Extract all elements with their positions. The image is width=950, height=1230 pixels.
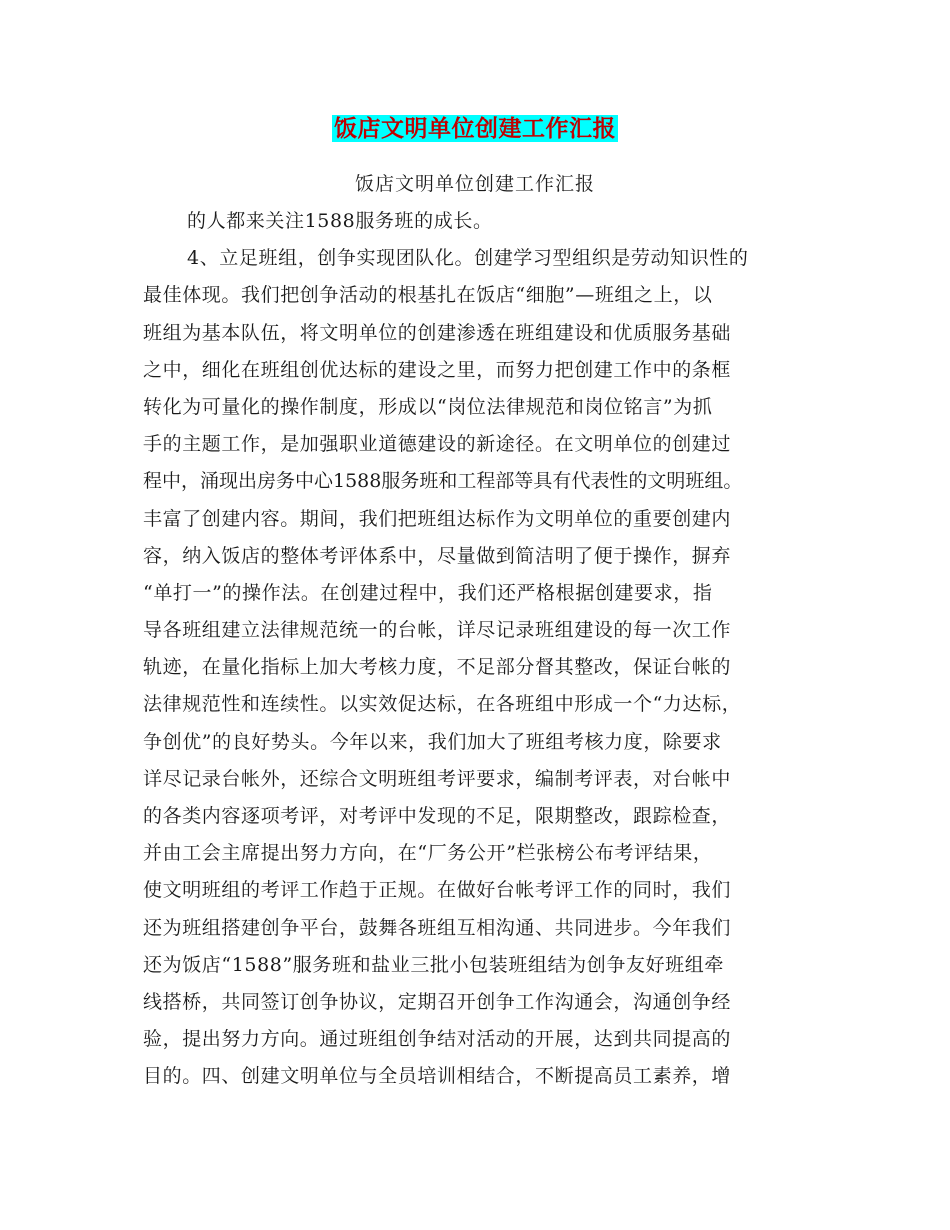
body-line: 的各类内容逐项考评，对考评中发现的不足，限期整改，跟踪检查， xyxy=(143,805,732,827)
body-line: 最佳体现。我们把创争活动的根基扎在饭店“细胞”—班组之上，以 xyxy=(143,284,713,307)
body-line: 丰富了创建内容。期间，我们把班组达标作为文明单位的重要创建内 xyxy=(143,507,732,530)
body-line: 还为饭店“1588”服务班和盐业三批小包装班组结为创争友好班组牵 xyxy=(143,953,724,976)
body-line: 容，纳入饭店的整体考评体系中，尽量做到简洁明了便于操作，摒弃 xyxy=(143,544,732,567)
body-line: 4、立足班组，创争实现团队化。创建学习型组织是劳动知识性的 xyxy=(187,247,749,270)
body-line: 验，提出努力方向。通过班组创争结对活动的开展，达到共同提高的 xyxy=(143,1028,732,1051)
body-line: 转化为可量化的操作制度，形成以“岗位法律规范和岗位铭言”为抓 xyxy=(143,395,713,418)
body-line: 的人都来关注1588服务班的成长。 xyxy=(187,210,493,232)
body-line: 并由工会主席提出努力方向，在“厂务公开”栏张榜公布考评结果， xyxy=(143,842,713,865)
body-line: 目的。四、创建文明单位与全员培训相结合，不断提高员工素养，增 xyxy=(143,1065,732,1088)
body-line: 争创优”的良好势头。今年以来，我们加大了班组考核力度，除要求 xyxy=(143,730,722,753)
body-line: 手的主题工作，是加强职业道德建设的新途径。在文明单位的创建过 xyxy=(143,433,732,456)
body-line: “单打一”的操作法。在创建过程中，我们还严格根据创建要求，指 xyxy=(143,581,713,604)
body-line: 详尽记录台帐外，还综合文明班组考评要求，编制考评表，对台帐中 xyxy=(143,767,732,790)
document-title-text: 饭店文明单位创建工作汇报 xyxy=(334,115,616,142)
document-title xyxy=(0,113,950,145)
body-line: 线搭桥，共同签订创争协议，定期召开创争工作沟通会，沟通创争经 xyxy=(143,990,732,1013)
body-line: 还为班组搭建创争平台，鼓舞各班组互相沟通、共同进步。今年我们 xyxy=(143,916,732,939)
body-line: 法律规范性和连续性。以实效促达标，在各班组中形成一个“力达标， xyxy=(143,693,742,716)
body-line: 程中，涌现出房务中心1588服务班和工程部等具有代表性的文明班组。 xyxy=(143,470,743,493)
body-line: 班组为基本队伍，将文明单位的创建渗透在班组建设和优质服务基础 xyxy=(143,321,732,344)
body-line: 导各班组建立法律规范统一的台帐，详尽记录班组建设的每一次工作 xyxy=(143,619,732,642)
body-line: 轨迹，在量化指标上加大考核力度，不足部分督其整改，保证台帐的 xyxy=(143,656,732,679)
body-line: 使文明班组的考评工作趋于正规。在做好台帐考评工作的同时，我们 xyxy=(143,879,732,902)
body-line: 之中，细化在班组创优达标的建设之里，而努力把创建工作中的条框 xyxy=(143,358,732,381)
document-body xyxy=(143,203,823,1096)
document-subtitle: 饭店文明单位创建工作汇报 xyxy=(354,173,595,195)
